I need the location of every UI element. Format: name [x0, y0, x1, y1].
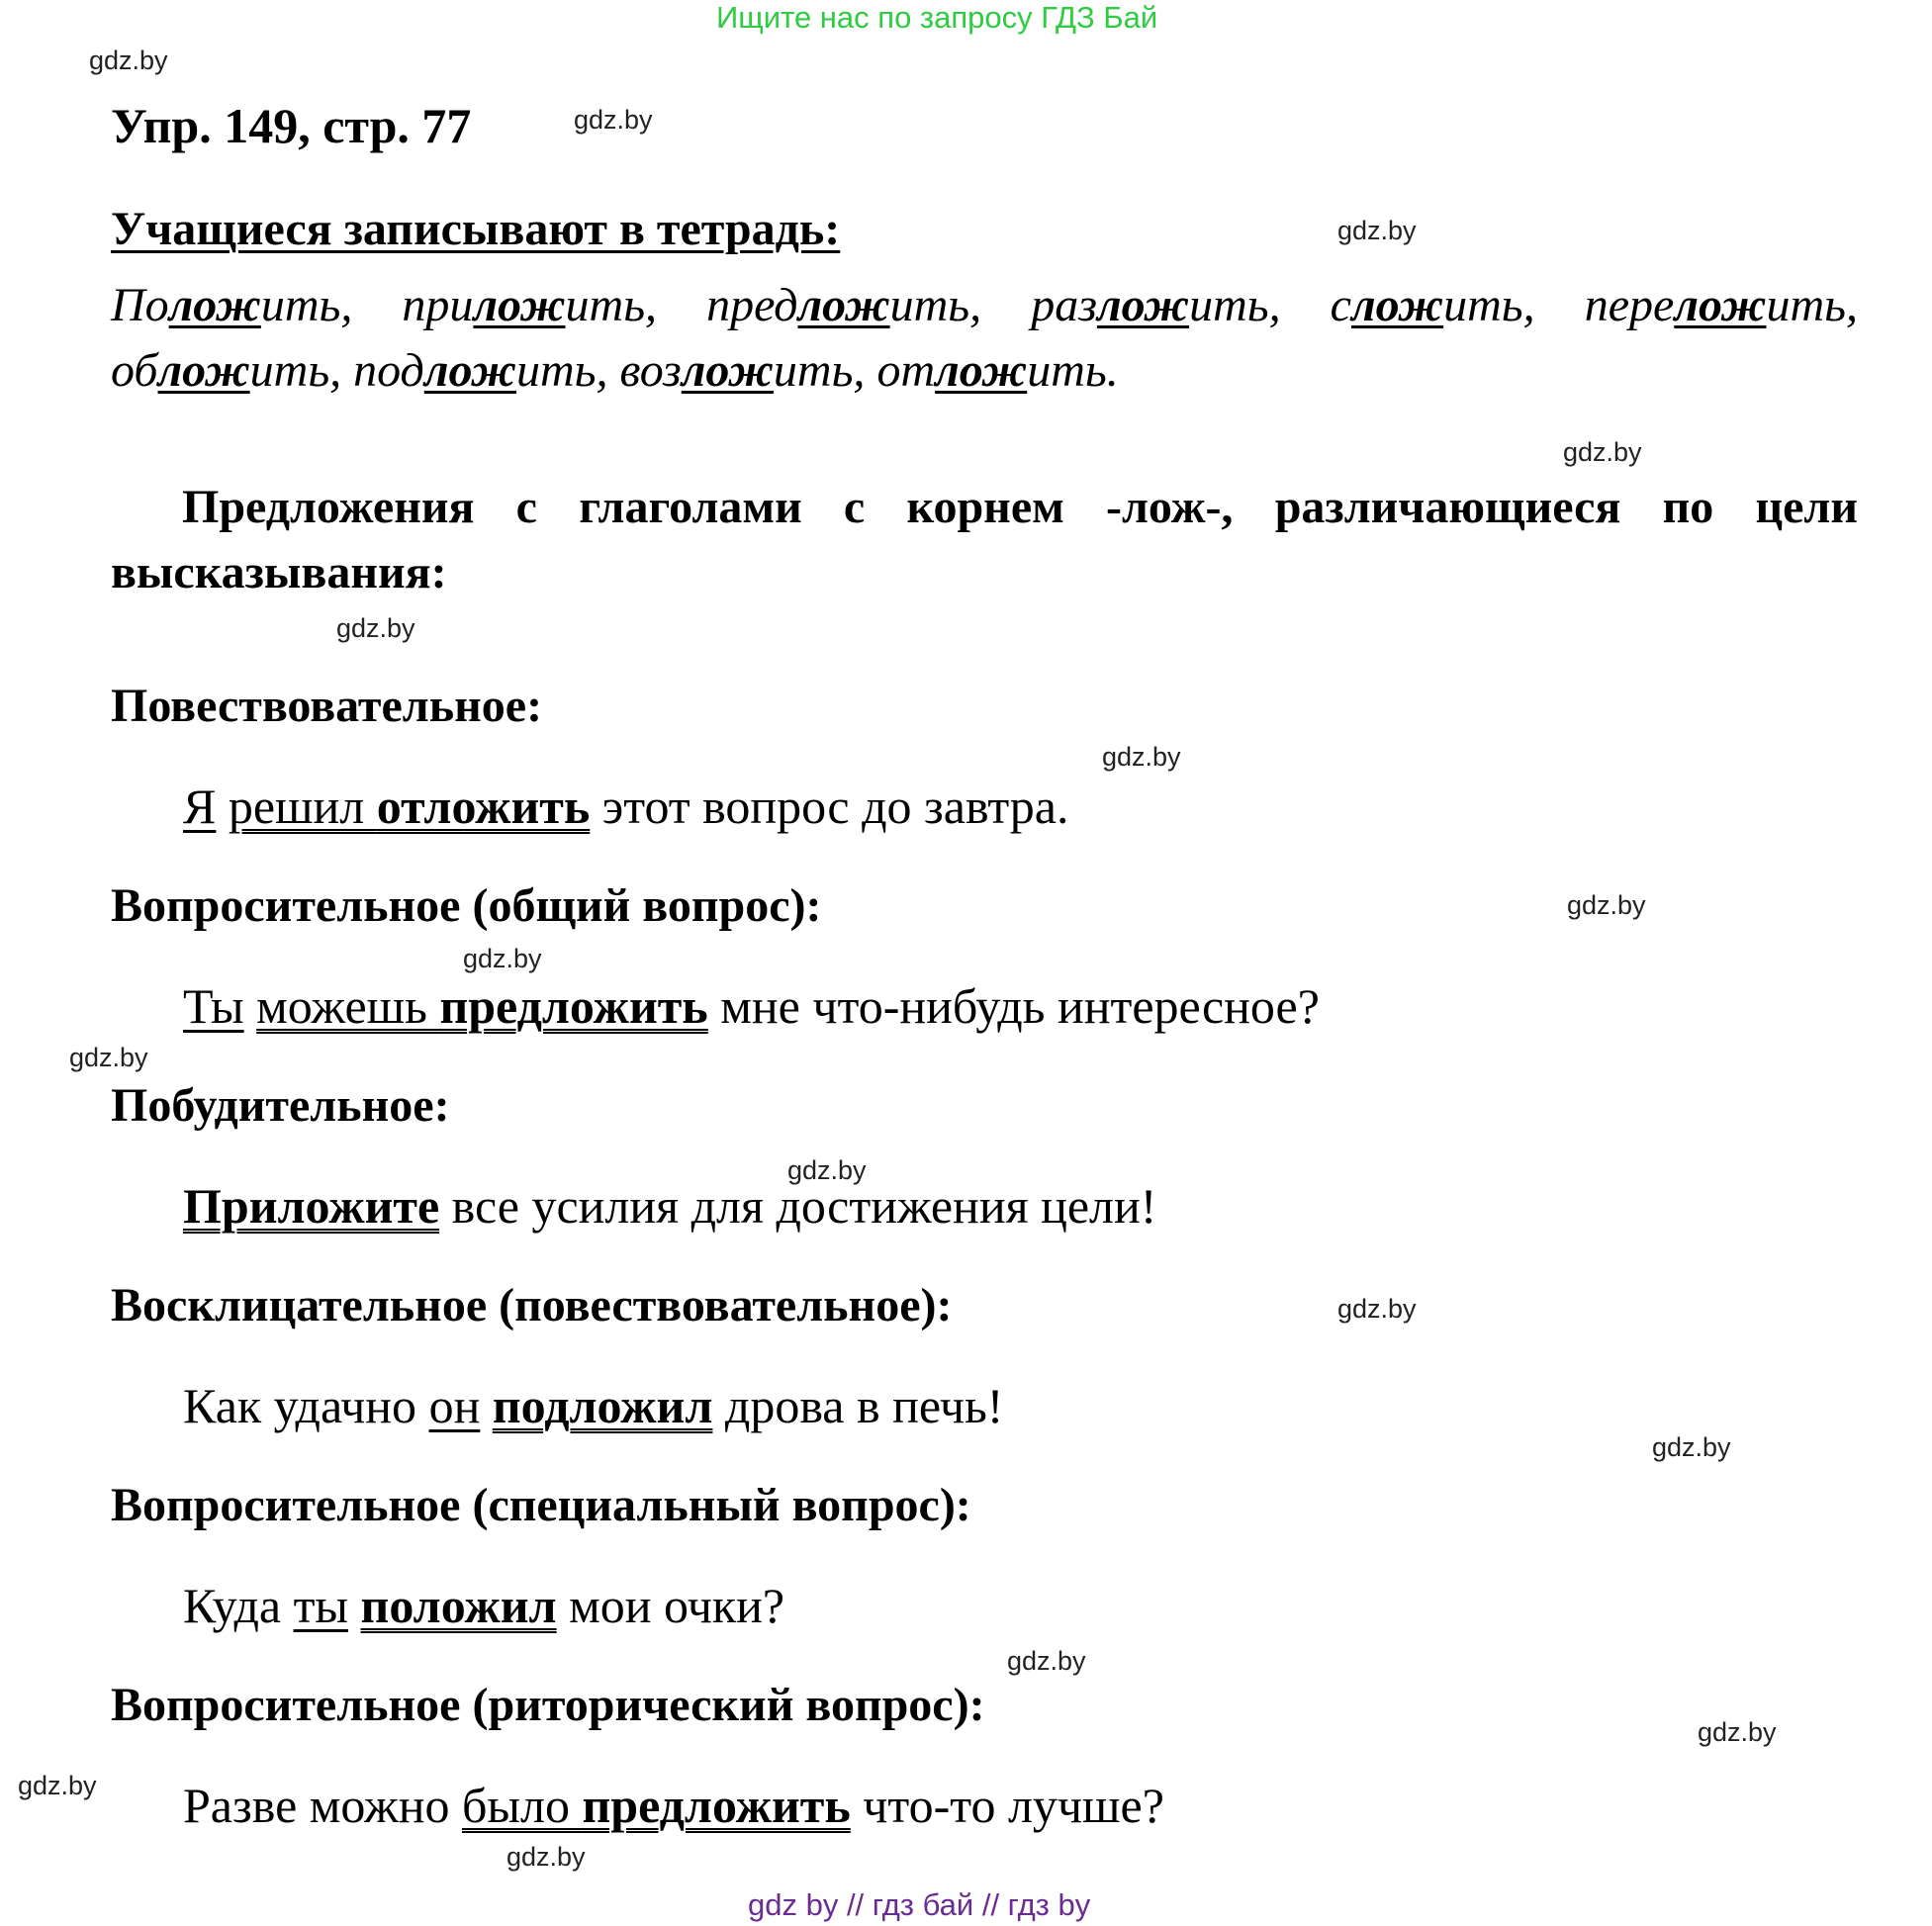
word-item: подложить, — [353, 344, 620, 397]
watermark: gdz.by — [18, 1771, 97, 1800]
watermark: gdz.by — [1563, 437, 1642, 467]
word-root: лож — [1674, 279, 1767, 331]
watermark: gdz.by — [574, 105, 653, 135]
watermark: gdz.by — [1652, 1432, 1731, 1462]
word-root: лож — [1350, 279, 1444, 331]
word-root: лож — [157, 344, 250, 397]
example-sentence: Как удачно он подложил дрова в печь! — [183, 1378, 1004, 1433]
section-heading: Побудительное: — [111, 1079, 450, 1132]
watermark: gdz.by — [336, 613, 415, 643]
word-item: возложить, — [619, 344, 877, 397]
section-heading: Вопросительное (общий вопрос): — [111, 879, 822, 932]
word-item: предложить, — [706, 279, 1032, 331]
word-root: лож — [935, 344, 1028, 397]
sentence-subject: Я — [183, 779, 217, 834]
watermark: gdz.by — [1337, 216, 1417, 245]
watermark: gdz.by — [506, 1842, 586, 1872]
watermark: gdz.by — [89, 46, 168, 75]
sentence-predicate: подложил — [492, 1378, 713, 1433]
word-list — [111, 273, 1858, 404]
sentence-predicate: положил — [360, 1578, 557, 1633]
section-heading: Повествовательное: — [111, 680, 543, 732]
intro-paragraph: Предложения с глаголами с корнем -лож-, различающиеся по цели высказывания: — [111, 481, 1858, 598]
example-sentence: Приложите все усилия для достижения цели! — [183, 1178, 1157, 1234]
word-root: лож — [1096, 279, 1190, 331]
sentence-predicate: решил отложить — [228, 779, 591, 834]
watermark: gdz.by — [1337, 1294, 1417, 1324]
sentence-predicate: можешь предложить — [256, 978, 708, 1034]
watermark: gdz.by — [1007, 1646, 1086, 1676]
word-root: лож — [423, 344, 516, 397]
sentence-subject: ты — [293, 1578, 349, 1633]
word-item: переложить, — [1584, 279, 1858, 331]
notebook-heading: Учащиеся записывают в тетрадь: — [111, 203, 841, 255]
sentence-predicate: было предложить — [461, 1778, 851, 1833]
watermark: gdz.by — [1698, 1717, 1777, 1747]
watermark: gdz.by — [1567, 890, 1646, 920]
word-root: лож — [168, 279, 261, 331]
example-sentence: Куда ты положил мои очки? — [183, 1578, 785, 1633]
word-root: лож — [473, 279, 566, 331]
word-item: приложить, — [402, 279, 707, 331]
word-item: обложить, — [111, 344, 354, 397]
watermark: gdz.by — [69, 1043, 148, 1072]
example-sentence: Разве можно было предложить что-то лучше? — [183, 1778, 1164, 1833]
sentence-predicate: Приложите — [183, 1178, 440, 1234]
section-heading: Вопросительное (специальный вопрос): — [111, 1479, 971, 1531]
word-item: Положить, — [111, 279, 403, 331]
watermark: gdz.by — [1102, 742, 1181, 772]
sentence-subject: Ты — [183, 978, 244, 1034]
section-heading: Восклицательное (повествовательное): — [111, 1279, 953, 1331]
watermark: gdz.by — [787, 1155, 867, 1185]
sentence-subject: он — [428, 1378, 481, 1433]
site-banner: Ищите нас по запросу ГДЗ Бай — [716, 0, 1158, 35]
page-title: Упр. 149, стр. 77 — [111, 98, 472, 153]
site-footer: gdz by // гдз бай // гдз by — [748, 1887, 1091, 1922]
example-sentence: Ты можешь предложить мне что-нибудь интересное? — [183, 978, 1320, 1034]
section-heading: Вопросительное (риторический вопрос): — [111, 1679, 985, 1731]
example-sentence: Я решил отложить этот вопрос до завтра. — [183, 779, 1069, 834]
word-item: отложить. — [876, 344, 1119, 397]
word-root: лож — [797, 279, 890, 331]
word-item: разложить, — [1031, 279, 1331, 331]
word-item: сложить, — [1330, 279, 1585, 331]
word-root: лож — [681, 344, 774, 397]
watermark: gdz.by — [463, 944, 542, 973]
